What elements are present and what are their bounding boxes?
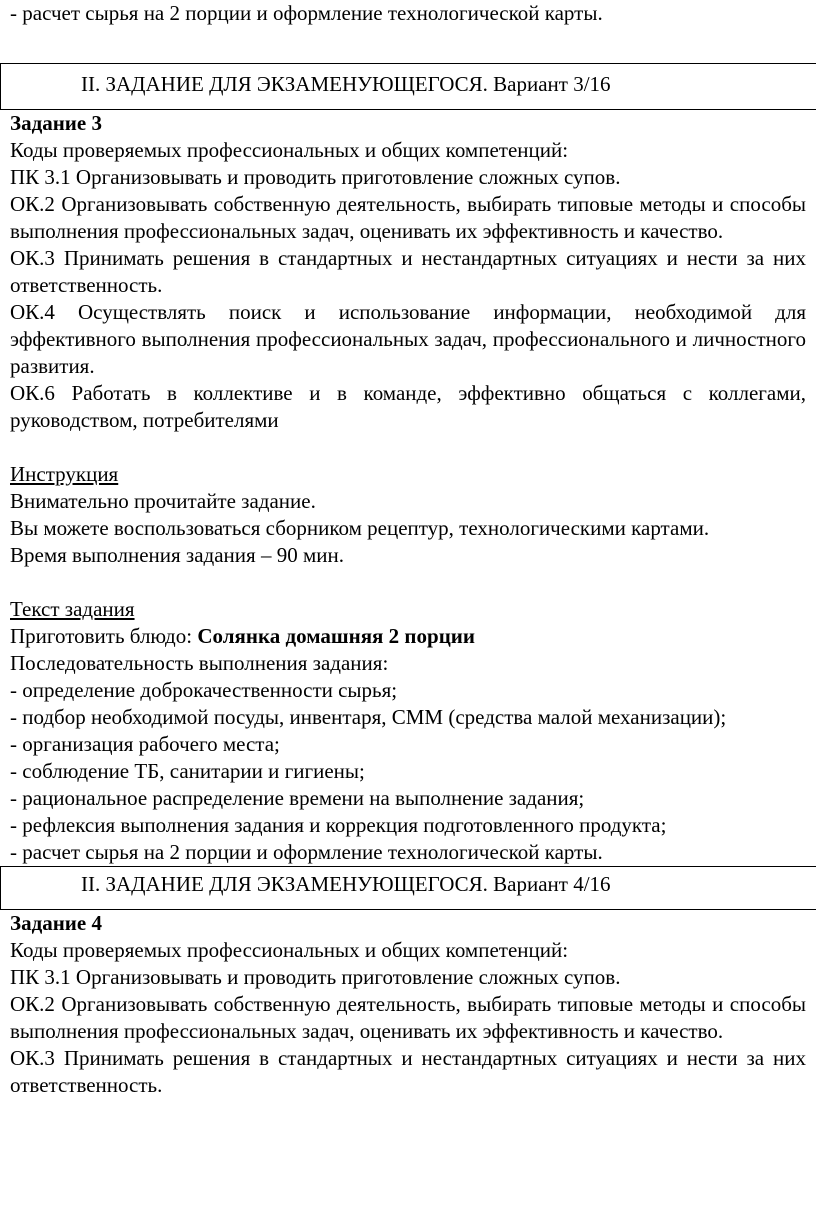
competency-item: ПК 3.1 Организовывать и проводить приготовление сложных супов. <box>10 165 621 189</box>
instruction-line: Внимательно прочитайте задание. <box>10 489 316 513</box>
competency-item: ПК 3.1 Организовывать и проводить приготовление сложных супов. <box>10 965 621 989</box>
top-line: - расчет сырья на 2 порции и оформление технологической карты. <box>10 1 603 25</box>
variant4-task-title: Задание 4 <box>10 911 102 935</box>
variant4-header: II. ЗАДАНИЕ ДЛЯ ЭКЗАМЕНУЮЩЕГОСЯ. Вариант 4/16 <box>81 872 611 896</box>
variant3-header-box <box>0 63 816 110</box>
dish-line <box>10 623 806 650</box>
variant3-section <box>10 110 806 866</box>
instruction-heading: Инструкция <box>10 462 119 486</box>
competency-item: ОК.6 Работать в коллективе и в команде, эффективно общаться с коллегами, руководством, потребителями <box>10 381 806 432</box>
competency-item: ОК.2 Организовывать собственную деятельность, выбирать типовые методы и способы выполнения профессиональных задач, оценивать их эффективность и качество. <box>10 192 806 243</box>
step-item: - соблюдение ТБ, санитарии и гигиены; <box>10 759 365 783</box>
dish-prefix: Приготовить блюдо: <box>10 624 198 648</box>
competency-item: ОК.2 Организовывать собственную деятельность, выбирать типовые методы и способы выполнения профессиональных задач, оценивать их эффективность и качество. <box>10 992 806 1043</box>
competency-item: ОК.3 Принимать решения в стандартных и нестандартных ситуациях и нести за них ответственность. <box>10 246 806 297</box>
step-item: - рефлексия выполнения задания и коррекция подготовленного продукта; <box>10 813 667 837</box>
instruction-line: Время выполнения задания – 90 мин. <box>10 543 344 567</box>
spacer <box>10 569 806 596</box>
variant4-header-box <box>0 866 816 910</box>
competency-item: ОК.3 Принимать решения в стандартных и нестандартных ситуациях и нести за них ответственность. <box>10 1046 806 1097</box>
step-item: - определение доброкачественности сырья; <box>10 678 398 702</box>
variant3-task-title: Задание 3 <box>10 111 102 135</box>
sequence-title: Последовательность выполнения задания: <box>10 651 389 675</box>
instruction-line: Вы можете воспользоваться сборником рецептур, технологическими картами. <box>10 516 710 540</box>
step-item: - расчет сырья на 2 порции и оформление технологической карты. <box>10 840 603 864</box>
variant4-section <box>10 910 806 1099</box>
variant3-header: II. ЗАДАНИЕ ДЛЯ ЭКЗАМЕНУЮЩЕГОСЯ. Вариант 3/16 <box>81 72 611 96</box>
step-item: - рациональное распределение времени на выполнение задания; <box>10 786 585 810</box>
spacer <box>10 434 806 461</box>
dish-name: Солянка домашняя 2 порции <box>197 624 475 648</box>
step-item: - организация рабочего места; <box>10 732 280 756</box>
task-text-heading: Текст задания <box>10 597 135 621</box>
variant4-codes-title: Коды проверяемых профессиональных и общих компетенций: <box>10 938 569 962</box>
competency-item: ОК.4 Осуществлять поиск и использование информации, необходимой для эффективного выполнения профессиональных задач, профессионального и личностного развития. <box>10 300 806 378</box>
step-item: - подбор необходимой посуды, инвентаря, СММ (средства малой механизации); <box>10 705 727 729</box>
variant3-codes-title: Коды проверяемых профессиональных и общих компетенций: <box>10 138 569 162</box>
